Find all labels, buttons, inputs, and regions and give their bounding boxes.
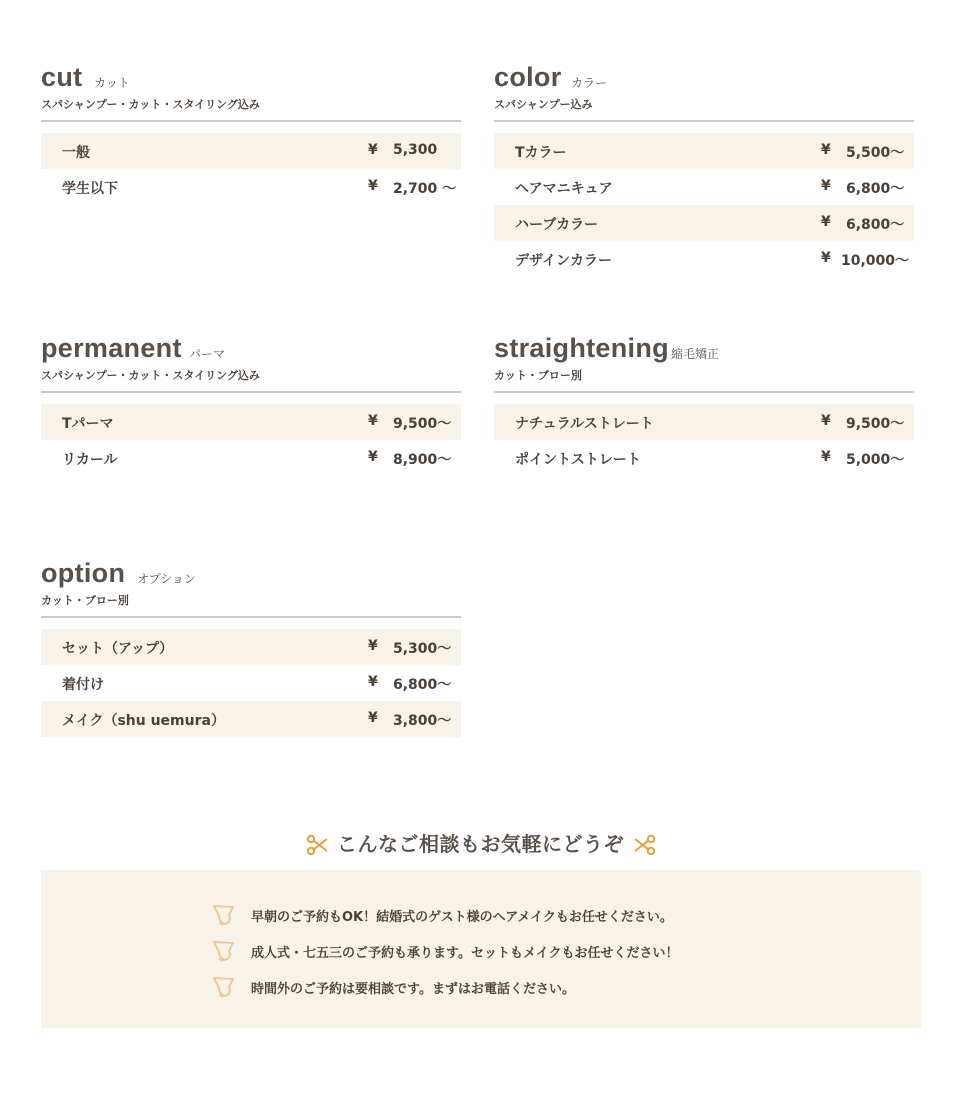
section-cut: [41, 60, 461, 205]
yen-symbol: ¥: [368, 142, 378, 158]
price-row: [494, 404, 914, 440]
section-header: [41, 331, 461, 393]
item-name: リカール: [62, 452, 118, 468]
item-name: ハーブカラー: [515, 217, 599, 233]
price-row: [41, 701, 461, 737]
item-price: 5,300: [393, 142, 438, 158]
bell-icon: [211, 903, 237, 927]
price-row: [41, 169, 461, 205]
scissors-icon: [633, 833, 657, 857]
price-list: [494, 133, 914, 277]
item-price: 5,500〜: [846, 145, 905, 161]
yen-symbol: ¥: [368, 449, 378, 465]
item-name: 一般: [62, 145, 90, 161]
item-name: ポイントストレート: [515, 452, 641, 468]
section-header: [41, 556, 461, 618]
bell-icon: [211, 975, 237, 999]
section-title-ja: オプション: [137, 572, 196, 586]
section-header: [41, 60, 461, 122]
item-name: 着付け: [62, 677, 104, 693]
section-title-en: permanent: [41, 333, 182, 363]
yen-symbol: ¥: [368, 178, 378, 194]
yen-symbol: ¥: [821, 449, 831, 465]
item-name: セット（アップ）: [62, 641, 174, 657]
yen-symbol: ¥: [821, 178, 831, 194]
price-row: [494, 241, 914, 277]
item-price: 8,900〜: [393, 452, 452, 468]
item-price: 6,800〜: [393, 677, 452, 693]
price-list: [41, 629, 461, 737]
price-list: [41, 404, 461, 476]
item-price: 3,800〜: [393, 713, 452, 729]
item-name: ヘアマニキュア: [515, 181, 613, 197]
item-name: Tパーマ: [62, 416, 114, 432]
yen-symbol: ¥: [368, 674, 378, 690]
yen-symbol: ¥: [821, 214, 831, 230]
item-name: デザインカラー: [515, 253, 613, 269]
item-price: 9,500〜: [393, 416, 452, 432]
yen-symbol: ¥: [368, 638, 378, 654]
section-title-ja: パーマ: [189, 347, 226, 361]
price-row: [41, 440, 461, 476]
price-row: [494, 440, 914, 476]
consult-text: 早朝のご予約もOK！結婚式のゲスト様のヘアメイクもお任せください。: [251, 910, 673, 925]
section-note: スパシャンプー・カット・スタイリング込み: [41, 369, 260, 382]
item-name: ナチュラルストレート: [515, 416, 654, 432]
section-header: [494, 331, 914, 393]
section-title-en: cut: [41, 62, 83, 92]
section-title-ja: カット: [94, 76, 130, 90]
section-note: スパシャンプー込み: [494, 98, 593, 111]
section-note: カット・ブロー別: [494, 369, 582, 382]
section-option: [41, 556, 461, 737]
price-row: [41, 404, 461, 440]
consult-text: 時間外のご予約は要相談です。まずはお電話ください。: [251, 982, 575, 997]
section-title-ja: 縮毛矯正: [671, 347, 720, 361]
yen-symbol: ¥: [368, 413, 378, 429]
item-price: 9,500〜: [846, 416, 905, 432]
bell-icon: [211, 939, 237, 963]
price-row: [41, 133, 461, 169]
item-name: Tカラー: [515, 145, 567, 161]
consult-box: [41, 870, 921, 1028]
section-title-ja: カラー: [571, 76, 608, 90]
price-row: [494, 169, 914, 205]
consult-title: こんなご相談もお気軽にどうぞ: [337, 832, 624, 856]
section-title-en: color: [494, 62, 562, 92]
item-price: 6,800〜: [846, 217, 905, 233]
item-price: 10,000〜: [841, 253, 910, 269]
price-row: [494, 133, 914, 169]
item-price: 5,000〜: [846, 452, 905, 468]
section-note: スパシャンプー・カット・スタイリング込み: [41, 98, 260, 111]
section-color: [494, 60, 914, 277]
item-price: 6,800〜: [846, 181, 905, 197]
price-row: [41, 665, 461, 701]
item-name: メイク（shu uemura）: [62, 713, 225, 729]
yen-symbol: ¥: [821, 250, 831, 266]
section-straightening: [494, 331, 914, 476]
price-list: [41, 133, 461, 205]
price-row: [41, 629, 461, 665]
price-row: [494, 205, 914, 241]
section-header: [494, 60, 914, 122]
item-name: 学生以下: [62, 181, 118, 197]
yen-symbol: ¥: [368, 710, 378, 726]
section-title-en: option: [41, 558, 126, 588]
item-price: 5,300〜: [393, 641, 452, 657]
section-permanent: [41, 331, 461, 476]
yen-symbol: ¥: [821, 142, 831, 158]
item-price: 2,700 〜: [393, 181, 457, 197]
yen-symbol: ¥: [821, 413, 831, 429]
section-note: カット・ブロー別: [41, 594, 129, 607]
consult-text: 成人式・七五三のご予約も承ります。セットもメイクもお任せください！: [251, 946, 679, 961]
section-title-en: straightening: [494, 333, 669, 363]
price-list: [494, 404, 914, 476]
